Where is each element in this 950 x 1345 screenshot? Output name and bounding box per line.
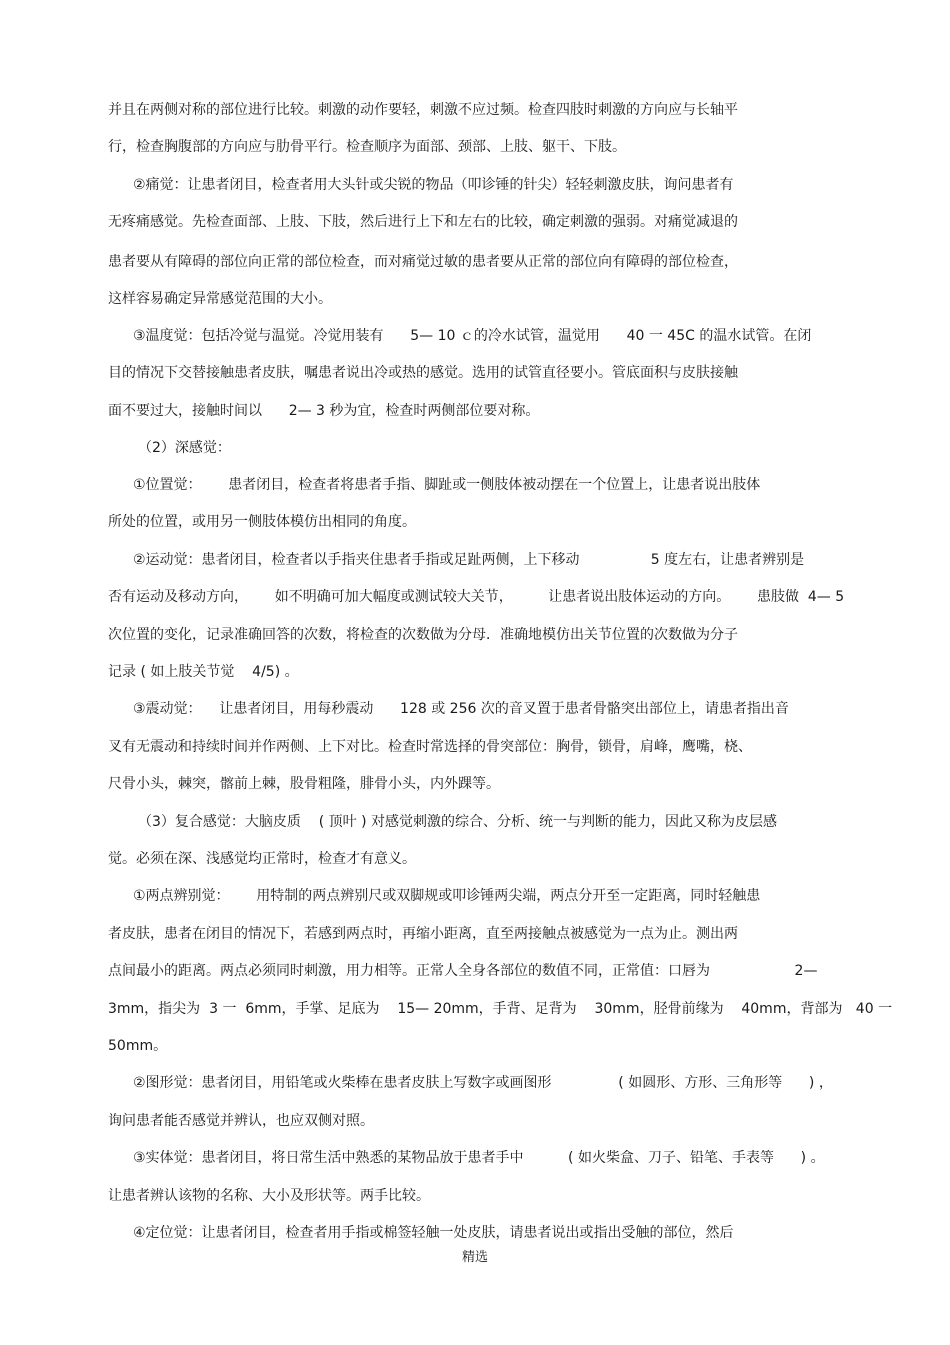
paragraph-line: ③实体觉：患者闭目，将日常生活中熟悉的某物品放于患者手中 ( 如火柴盒、刀子、铅笔、手表等 ) 。 xyxy=(133,1150,825,1166)
paragraph-line: 叉有无震动和持续时间并作两侧、上下对比。检查时常选择的骨突部位：胸骨，锁骨，肩峰，鹰嘴，桡、 xyxy=(108,739,752,755)
paragraph-line: ②运动觉：患者闭目，检查者以手指夹住患者手指或足趾两侧，上下移动 5 度左右，让患者辨别是 xyxy=(133,552,805,568)
paragraph-line: 者皮肤，患者在闭目的情况下，若感到两点时，再缩小距离，直至两接触点被感觉为一点为止。测出两 xyxy=(108,926,738,942)
paragraph-line: ②痛觉：让患者闭目，检查者用大头针或尖锐的物品（叩诊锤的针尖）轻轻刺激皮肤，询问患者有 xyxy=(133,177,734,193)
paragraph-line: 3mm，指尖为 3 一 6mm，手掌、足底为 15— 20mm，手背、足背为 30mm，胫骨前缘为 40mm，背部为 40 一 xyxy=(108,1001,893,1017)
page-footer: 精选 xyxy=(461,1250,488,1265)
paragraph-line: ①位置觉： 患者闭目，检查者将患者手指、脚趾或一侧肢体被动摆在一个位置上，让患者说出肢体 xyxy=(133,477,761,493)
paragraph-line: 询问患者能否感觉并辨认，也应双侧对照。 xyxy=(108,1113,374,1129)
paragraph-line: 尺骨小头，棘突，髂前上棘，股骨粗隆，腓骨小头，内外踝等。 xyxy=(108,776,500,792)
paragraph-line: 无疼痛感觉。先检查面部、上肢、下肢，然后进行上下和左右的比较，确定刺激的强弱。对痛觉减退的 xyxy=(108,214,738,230)
paragraph-line: ①两点辨别觉： 用特制的两点辨别尺或双脚规或叩诊锤两尖端，两点分开至一定距离，同时轻触患 xyxy=(133,888,761,904)
paragraph-line: 行，检查胸腹部的方向应与肋骨平行。检查顺序为面部、颈部、上肢、躯干、下肢。 xyxy=(108,139,626,155)
paragraph-line: 所处的位置，或用另一侧肢体模仿出相同的角度。 xyxy=(108,514,416,530)
paragraph-line: 让患者辨认该物的名称、大小及形状等。两手比较。 xyxy=(108,1188,430,1204)
section-heading: （3）复合感觉：大脑皮质 ( 顶叶 ) 对感觉刺激的综合、分析、统一与判断的能力，因此又称为皮层感 xyxy=(138,814,777,830)
paragraph-line: 记录 ( 如上肢关节觉 4/5) 。 xyxy=(108,664,299,680)
paragraph-line: 次位置的变化，记录准确回答的次数，将检查的次数做为分母．准确地模仿出关节位置的次数做为分子 xyxy=(108,627,738,643)
paragraph-line: ④定位觉：让患者闭目，检查者用手指或棉签轻触一处皮肤，请患者说出或指出受触的部位，然后 xyxy=(133,1225,734,1241)
paragraph-line: 面不要过大，接触时间以 2— 3 秒为宜，检查时两侧部位要对称。 xyxy=(108,403,540,419)
paragraph-line: 这样容易确定异常感觉范围的大小。 xyxy=(108,291,332,307)
section-heading: （2）深感觉： xyxy=(138,440,231,456)
paragraph-line: 觉。必须在深、浅感觉均正常时，检查才有意义。 xyxy=(108,851,416,867)
paragraph-line: ②图形觉：患者闭目，用铅笔或火柴棒在患者皮肤上写数字或画图形 ( 如圆形、方形、三角形等 ) ， xyxy=(133,1075,833,1091)
paragraph-line: 否有运动及移动方向， 如不明确可加大幅度或测试较大关节， 让患者说出肢体运动的方向。 患肢做 4— 5 xyxy=(108,589,845,605)
paragraph-line: 目的情况下交替接触患者皮肤，嘱患者说出冷或热的感觉。选用的试管直径要小。管底面积与皮肤接触 xyxy=(108,365,738,381)
paragraph-line: ③温度觉：包括冷觉与温觉。冷觉用装有 5— 10 ｃ的冷水试管，温觉用 40 一 45C 的温水试管。在闭 xyxy=(133,328,812,344)
paragraph-line: 点间最小的距离。两点必须同时刺激，用力相等。正常人全身各部位的数值不同，正常值：口唇为 2— xyxy=(108,963,818,979)
paragraph-line: 并且在两侧对称的部位进行比较。刺激的动作要轻，刺激不应过频。检查四肢时刺激的方向应与长轴平 xyxy=(108,102,738,118)
paragraph-line: 患者要从有障碍的部位向正常的部位检查，而对痛觉过敏的患者要从正常的部位向有障碍的部位检查， xyxy=(108,254,738,270)
paragraph-line: ③震动觉： 让患者闭目，用每秒震动 128 或 256 次的音叉置于患者骨骼突出部位上，请患者指出音 xyxy=(133,701,789,717)
paragraph-line: 50mm。 xyxy=(108,1038,168,1054)
